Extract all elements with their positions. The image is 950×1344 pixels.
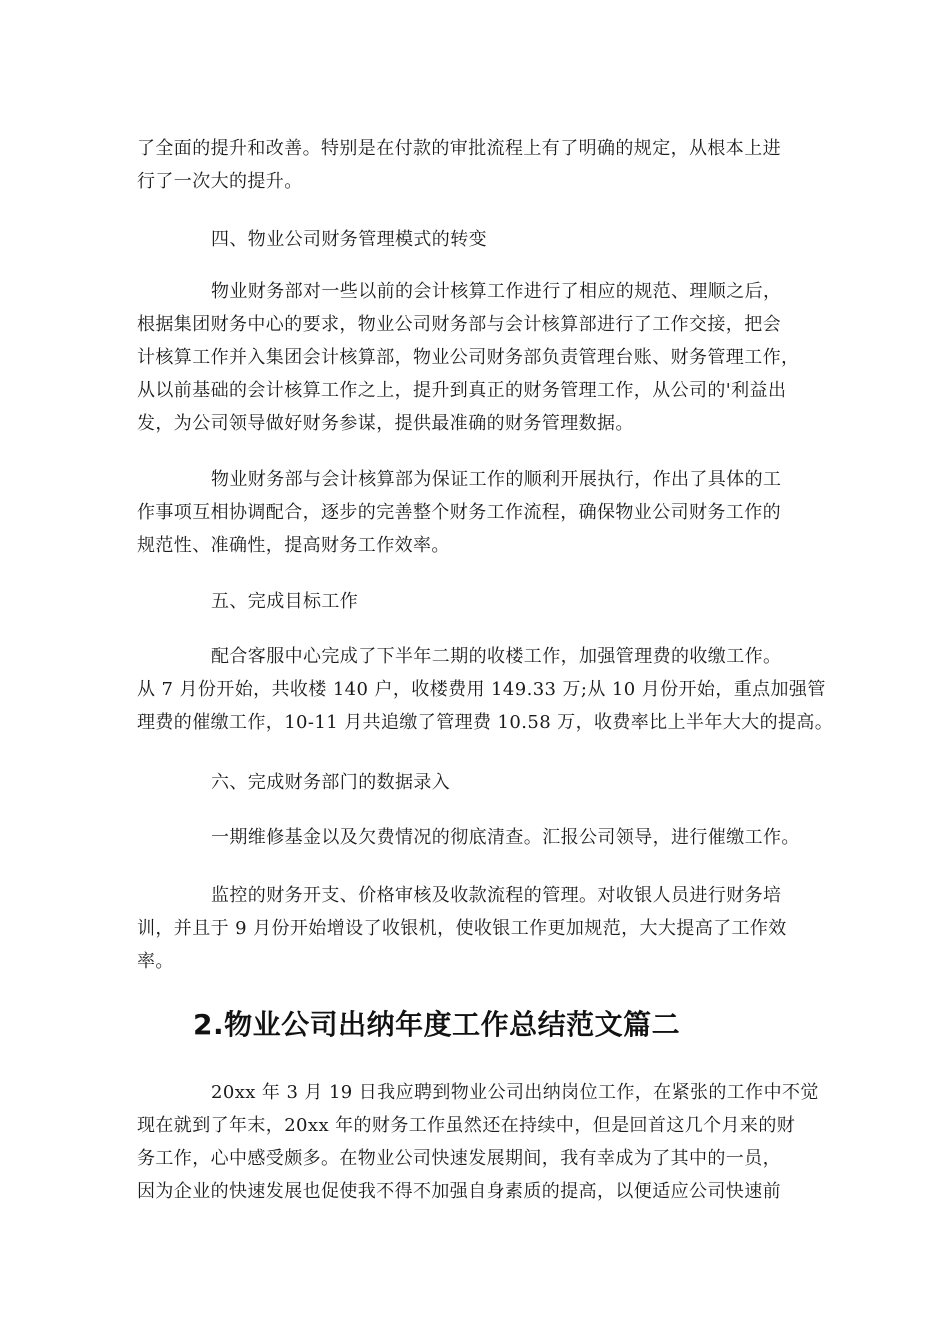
- paragraph-line: 配合客服中心完成了下半年二期的收楼工作，加强管理费的收缴工作。: [211, 646, 782, 667]
- paragraph-line: 现在就到了年末，20xx 年的财务工作虽然还在持续中，但是回首这几个月来的财: [137, 1115, 796, 1136]
- paragraph-line: 理费的催缴工作，10-11 月共追缴了管理费 10.58 万，收费率比上半年大大的提高。: [137, 712, 834, 733]
- paragraph-line: 监控的财务开支、价格审核及收款流程的管理。对收银人员进行财务培: [211, 885, 782, 906]
- paragraph-line: 规范性、准确性，提高财务工作效率。: [137, 535, 450, 556]
- paragraph-line: 物业财务部与会计核算部为保证工作的顺利开展执行，作出了具体的工: [211, 469, 782, 490]
- section-title-5: 五、完成目标工作: [211, 591, 359, 612]
- paragraph-line: 因为企业的快速发展也促使我不得不加强自身素质的提高，以便适应公司快速前: [137, 1181, 781, 1202]
- paragraph-line: 务工作，心中感受颇多。在物业公司快速发展期间，我有幸成为了其中的一员，: [137, 1148, 781, 1169]
- paragraph-line: 率。: [137, 951, 174, 972]
- paragraph-line: 从以前基础的会计核算工作之上，提升到真正的财务管理工作，从公司的'利益出: [137, 380, 787, 401]
- paragraph-line: 行了一次大的提升。: [137, 171, 303, 192]
- paragraph-line: 根据集团财务中心的要求，物业公司财务部与会计核算部进行了工作交接，把会: [137, 314, 781, 335]
- paragraph-line: 20xx 年 3 月 19 日我应聘到物业公司出纳岗位工作，在紧张的工作中不觉: [211, 1082, 819, 1103]
- article-heading: 2.物业公司出纳年度工作总结范文篇二: [193, 1008, 681, 1041]
- paragraph-line: 计核算工作并入集团会计核算部，物业公司财务部负责管理台账、财务管理工作，: [137, 347, 800, 368]
- paragraph-line: 发，为公司领导做好财务参谋，提供最准确的财务管理数据。: [137, 413, 634, 434]
- paragraph-line: 物业财务部对一些以前的会计核算工作进行了相应的规范、理顺之后，: [211, 281, 782, 302]
- section-title-4: 四、物业公司财务管理模式的转变: [211, 229, 487, 250]
- paragraph-line: 作事项互相协调配合，逐步的完善整个财务工作流程，确保物业公司财务工作的: [137, 502, 781, 523]
- section-title-6: 六、完成财务部门的数据录入: [211, 772, 451, 793]
- paragraph-line: 从 7 月份开始，共收楼 140 户，收楼费用 149.33 万;从 10 月份开始，重点加强管: [137, 679, 826, 700]
- paragraph-line: 训，并且于 9 月份开始增设了收银机，使收银工作更加规范，大大提高了工作效: [137, 918, 787, 939]
- paragraph-line: 了全面的提升和改善。特别是在付款的审批流程上有了明确的规定，从根本上进: [137, 138, 781, 159]
- paragraph-line: 一期维修基金以及欠费情况的彻底清查。汇报公司领导，进行催缴工作。: [211, 827, 800, 848]
